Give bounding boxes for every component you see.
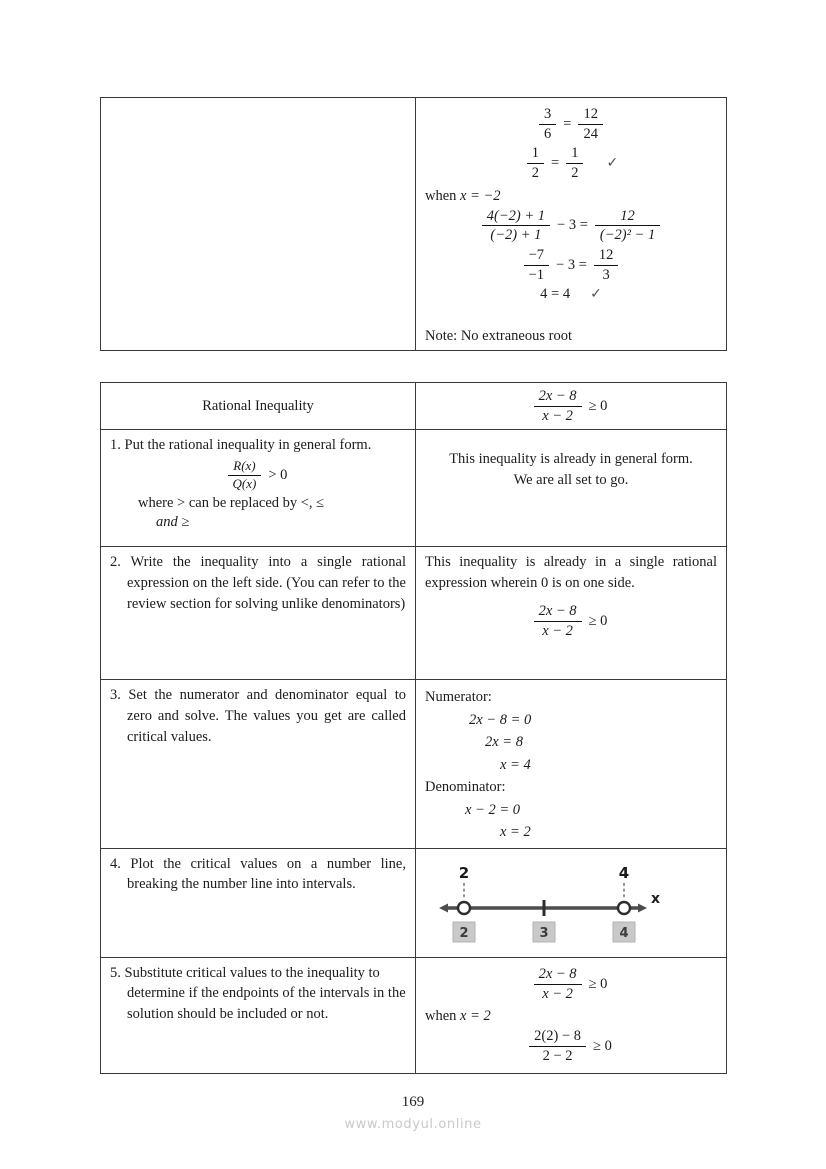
step5-instruction-cell bbox=[101, 957, 416, 1073]
fraction bbox=[539, 106, 556, 142]
numerator: 12 bbox=[594, 247, 619, 266]
equation-step: 2x = 8 bbox=[485, 734, 523, 751]
equation-line bbox=[425, 106, 717, 142]
step5-text: 5. Substitute critical values to the inequality to determine if the endpoints of the intervals in the solution should be included or not. bbox=[110, 964, 406, 1022]
fraction bbox=[524, 247, 549, 283]
critical-value-label-right: 4 bbox=[618, 863, 630, 882]
case-math: x = 2 bbox=[460, 1008, 491, 1025]
page-content bbox=[100, 97, 727, 1074]
denominator: 2 − 2 bbox=[542, 1047, 573, 1064]
step2-instruction-cell bbox=[101, 547, 416, 680]
step1-subtext2: and ≥ bbox=[156, 513, 190, 530]
fraction bbox=[595, 208, 660, 244]
step1-solution-cell bbox=[416, 430, 727, 547]
inequality-sign: ≥ 0 bbox=[588, 613, 608, 630]
watermark: www.modyul.online bbox=[344, 1117, 482, 1132]
axis-label: x bbox=[651, 890, 661, 907]
step1-answer-text: This inequality is already in general form. We are all set to go. bbox=[449, 451, 693, 489]
fraction bbox=[534, 388, 582, 424]
step2-text: 2. Write the inequality into a single rational expression on the left side. (You can refer to the review section for solving unlike denominators) bbox=[110, 554, 406, 612]
numerator: 2(2) − 8 bbox=[529, 1028, 586, 1047]
interval-label-1: 2 bbox=[459, 925, 469, 941]
numerator: 2x − 8 bbox=[534, 388, 582, 407]
case-math: x = −2 bbox=[460, 187, 501, 204]
inequality-sign: > 0 bbox=[268, 466, 288, 483]
step4-text: 4. Plot the critical values on a number line, breaking the number line into intervals. bbox=[110, 855, 406, 893]
equation-step: 2x − 8 = 0 bbox=[469, 711, 532, 728]
equals-sign: = bbox=[563, 115, 572, 132]
denominator: 2 bbox=[531, 165, 540, 182]
axis-arrow-left bbox=[439, 903, 448, 912]
step1-text: 1. Put the rational inequality in general form. bbox=[110, 437, 372, 454]
numerator: −7 bbox=[524, 247, 549, 266]
step3-text: 3. Set the numerator and denominator equal to zero and solve. The values you get are called critical values. bbox=[110, 687, 406, 745]
denominator: −1 bbox=[528, 266, 545, 283]
denominator: (−2) + 1 bbox=[490, 227, 542, 244]
empty-left-cell bbox=[101, 98, 416, 351]
header-row bbox=[101, 383, 727, 430]
continuation-table bbox=[100, 97, 727, 351]
page-number: 169 bbox=[401, 1094, 425, 1110]
numerator: 1 bbox=[566, 145, 583, 164]
general-form-equation bbox=[110, 459, 406, 492]
check-mark-icon: ✓ bbox=[590, 286, 602, 303]
step2-answer-text: This inequality is already in a single rational expression wherein 0 is on one side. bbox=[425, 554, 717, 592]
verification-work-cell bbox=[416, 98, 727, 351]
equals-sign: = bbox=[551, 155, 560, 172]
open-circle-right bbox=[618, 902, 630, 914]
inequality-sign: ≥ 0 bbox=[588, 397, 608, 414]
denominator: x − 2 bbox=[542, 623, 573, 640]
rational-inequality-table bbox=[100, 382, 727, 1074]
note-text: Note: No extraneous root bbox=[425, 328, 572, 344]
number-line-graphic bbox=[435, 860, 670, 952]
equation-line bbox=[425, 247, 717, 283]
critical-value-label-left: 2 bbox=[458, 863, 470, 882]
open-circle-left bbox=[458, 902, 470, 914]
header-right-cell bbox=[416, 383, 727, 430]
table-row bbox=[101, 98, 727, 351]
step1-subtext: where > can be replaced by <, ≤ bbox=[138, 494, 325, 511]
denominator: 3 bbox=[602, 266, 610, 283]
case-prefix: when bbox=[425, 1008, 457, 1025]
denominator: Q(x) bbox=[232, 475, 257, 491]
axis-arrow-right bbox=[638, 903, 647, 912]
inequality-sign: ≥ 0 bbox=[593, 1037, 612, 1054]
case-prefix: when bbox=[425, 187, 457, 204]
operator: − 3 = bbox=[556, 256, 587, 273]
step4-instruction-cell bbox=[101, 848, 416, 957]
inequality-equation bbox=[425, 603, 717, 639]
step-row-4 bbox=[101, 848, 727, 957]
case-line bbox=[425, 188, 717, 205]
fraction bbox=[529, 1028, 586, 1064]
numerator: R(x) bbox=[228, 459, 262, 476]
numerator: 2x − 8 bbox=[534, 603, 582, 622]
fraction bbox=[534, 966, 582, 1002]
step5-solution-cell bbox=[416, 957, 727, 1073]
numerator: 1 bbox=[527, 145, 544, 164]
step2-solution-cell bbox=[416, 547, 727, 680]
equation-line bbox=[425, 145, 717, 181]
denominator: (−2)² − 1 bbox=[599, 227, 656, 244]
inequality-equation bbox=[425, 966, 717, 1002]
equation-step: x − 2 = 0 bbox=[465, 801, 521, 818]
numerator: 4(−2) + 1 bbox=[482, 208, 550, 227]
step-row-3 bbox=[101, 680, 727, 848]
denominator: 6 bbox=[544, 125, 552, 142]
fraction bbox=[527, 145, 544, 181]
table-title: Rational Inequality bbox=[202, 397, 314, 414]
numerator: 3 bbox=[539, 106, 556, 125]
fraction bbox=[594, 247, 619, 283]
check-mark-icon: ✓ bbox=[606, 154, 619, 171]
step3-instruction-cell bbox=[101, 680, 416, 848]
denominator: x − 2 bbox=[542, 407, 573, 424]
step-row-2 bbox=[101, 547, 727, 680]
header-left-cell bbox=[101, 383, 416, 430]
step3-solution-cell bbox=[416, 680, 727, 848]
operator: − 3 = bbox=[557, 217, 588, 234]
fraction bbox=[534, 603, 582, 639]
fraction bbox=[228, 459, 262, 492]
step4-solution-cell bbox=[416, 848, 727, 957]
denominator: 2 bbox=[571, 165, 579, 182]
inequality-sign: ≥ 0 bbox=[588, 975, 608, 992]
substitution-equation bbox=[425, 1028, 717, 1064]
case-line bbox=[425, 1008, 717, 1025]
denominator: x − 2 bbox=[542, 985, 573, 1002]
step1-instruction-cell bbox=[101, 430, 416, 547]
fraction bbox=[566, 145, 583, 181]
result-text: 4 = 4 bbox=[540, 286, 571, 303]
step-row-5 bbox=[101, 957, 727, 1073]
numerator: 2x − 8 bbox=[534, 966, 582, 985]
interval-label-2: 3 bbox=[539, 925, 549, 941]
numerator: 12 bbox=[578, 106, 603, 125]
interval-label-3: 4 bbox=[619, 925, 629, 941]
denominator: 24 bbox=[583, 125, 598, 142]
numerator-label: Numerator: bbox=[425, 689, 492, 706]
fraction bbox=[578, 106, 603, 142]
step-row-1 bbox=[101, 430, 727, 547]
equation-line bbox=[425, 286, 717, 303]
equation-line bbox=[425, 208, 717, 244]
equation-step: x = 2 bbox=[500, 824, 531, 841]
equation-step: x = 4 bbox=[500, 756, 531, 773]
fraction bbox=[482, 208, 550, 244]
numerator: 12 bbox=[595, 208, 660, 227]
denominator-label: Denominator: bbox=[425, 779, 506, 796]
